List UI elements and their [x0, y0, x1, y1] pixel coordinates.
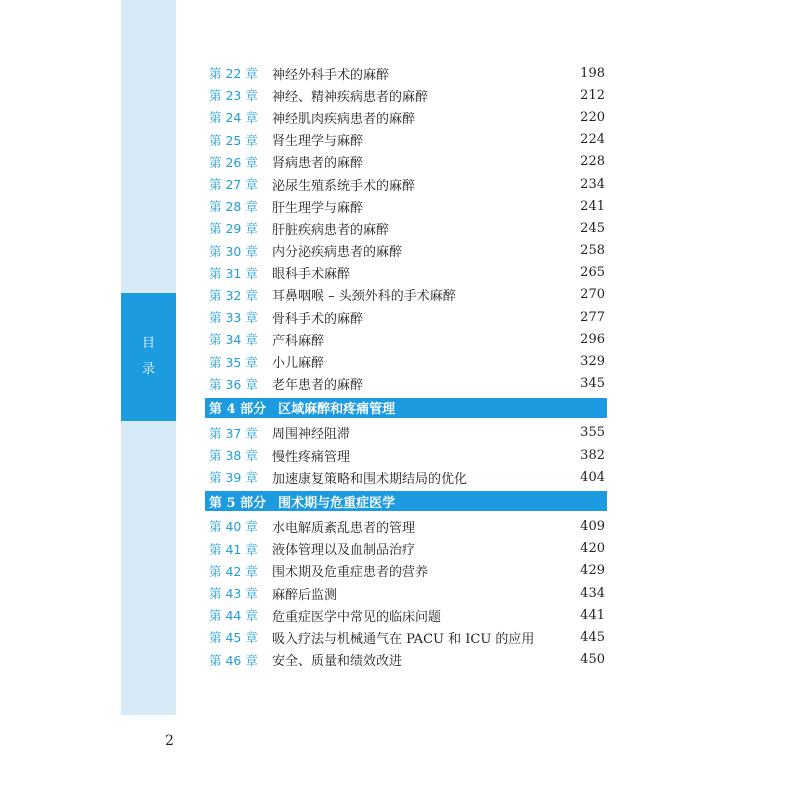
chapter-title: 泌尿生殖系统手术的麻醉: [272, 178, 416, 194]
toc-entry: [205, 306, 607, 328]
chapter-page: 245: [580, 220, 605, 236]
chapter-page: 450: [580, 652, 605, 668]
chapter-title: 肾生理学与麻醉: [272, 134, 364, 150]
toc-entry: [205, 262, 607, 284]
chapter-number: 第 28 章: [209, 199, 258, 215]
toc-entry: [205, 106, 607, 128]
toc-entry: [205, 515, 607, 537]
side-tab-char-2: 录: [141, 362, 155, 377]
toc-entry: [205, 195, 607, 217]
chapter-title: 耳鼻咽喉 – 头颈外科的手术麻醉: [272, 289, 456, 305]
section-title: 区域麻醉和疼痛管理: [278, 402, 396, 418]
chapter-page: 434: [580, 585, 605, 601]
chapter-number: 第 26 章: [209, 154, 258, 170]
toc-entry: [205, 84, 607, 106]
chapter-page: 265: [580, 265, 605, 281]
toc-entry: [205, 284, 607, 306]
chapter-number: 第 27 章: [209, 177, 258, 193]
toc-entry: [205, 151, 607, 173]
chapter-title: 产科麻醉: [272, 333, 325, 349]
chapter-number: 第 23 章: [209, 88, 258, 104]
chapter-title: 小儿麻醉: [272, 356, 325, 372]
chapter-page: 445: [580, 629, 605, 645]
section-label: 第 5 部分: [209, 495, 267, 511]
chapter-page: 429: [580, 563, 605, 579]
chapter-title: 老年患者的麻醉: [272, 378, 364, 394]
toc-entry: [205, 422, 607, 444]
chapter-title: 危重症医学中常见的临床问题: [272, 609, 442, 625]
chapter-title: 安全、质量和绩效改进: [272, 654, 403, 670]
chapter-page: 345: [580, 376, 605, 392]
chapter-title: 内分泌疾病患者的麻醉: [272, 245, 403, 261]
chapter-page: 420: [580, 541, 605, 557]
chapter-title: 麻醉后监测: [272, 587, 338, 603]
chapter-number: 第 29 章: [209, 221, 258, 237]
toc-side-tab: [121, 293, 176, 421]
chapter-number: 第 39 章: [209, 470, 258, 486]
chapter-number: 第 38 章: [209, 448, 258, 464]
toc-entry: [205, 240, 607, 262]
chapter-title: 肾病患者的麻醉: [272, 156, 364, 172]
chapter-title: 液体管理以及血制品治疗: [272, 543, 416, 559]
chapter-number: 第 40 章: [209, 519, 258, 535]
chapter-group-c: [205, 515, 607, 670]
chapter-page: 409: [580, 518, 605, 534]
section-title: 围术期与危重症医学: [278, 495, 396, 511]
table-of-contents: [205, 62, 607, 671]
toc-entry: [205, 350, 607, 372]
toc-entry: [205, 626, 607, 648]
chapter-number: 第 33 章: [209, 310, 258, 326]
toc-entry: [205, 560, 607, 582]
toc-entry: [205, 62, 607, 84]
chapter-page: 234: [580, 176, 605, 192]
chapter-number: 第 32 章: [209, 287, 258, 303]
toc-entry: [205, 466, 607, 488]
chapter-number: 第 43 章: [209, 586, 258, 602]
chapter-title: 周围神经阻滞: [272, 427, 351, 443]
chapter-group-b: [205, 422, 607, 489]
chapter-page: 441: [580, 607, 605, 623]
chapter-page: 241: [580, 198, 605, 214]
chapter-title: 水电解质紊乱患者的管理: [272, 520, 416, 536]
chapter-title: 神经外科手术的麻醉: [272, 67, 390, 83]
chapter-page: 277: [580, 309, 605, 325]
chapter-page: 296: [580, 331, 605, 347]
chapter-number: 第 37 章: [209, 425, 258, 441]
chapter-page: 382: [580, 447, 605, 463]
chapter-number: 第 44 章: [209, 608, 258, 624]
toc-entry: [205, 173, 607, 195]
chapter-page: 198: [580, 65, 605, 81]
chapter-number: 第 42 章: [209, 563, 258, 579]
chapter-page: 220: [580, 109, 605, 125]
chapter-title: 神经肌肉疾病患者的麻醉: [272, 111, 416, 127]
side-tab-char-1: 目: [141, 336, 155, 351]
chapter-page: 212: [580, 87, 605, 103]
chapter-title: 吸入疗法与机械通气在 PACU 和 ICU 的应用: [272, 631, 535, 647]
chapter-number: 第 30 章: [209, 243, 258, 259]
chapter-page: 258: [580, 243, 605, 259]
toc-entry: [205, 444, 607, 466]
chapter-number: 第 31 章: [209, 265, 258, 281]
chapter-title: 肝脏疾病患者的麻醉: [272, 222, 390, 238]
chapter-number: 第 24 章: [209, 110, 258, 126]
chapter-page: 329: [580, 354, 605, 370]
chapter-number: 第 35 章: [209, 354, 258, 370]
chapter-title: 眼科手术麻醉: [272, 267, 351, 283]
chapter-number: 第 41 章: [209, 541, 258, 557]
chapter-title: 神经、精神疾病患者的麻醉: [272, 89, 429, 105]
toc-entry: [205, 328, 607, 350]
chapter-title: 骨科手术的麻醉: [272, 311, 364, 327]
chapter-page: 224: [580, 132, 605, 148]
toc-entry: [205, 604, 607, 626]
chapter-group-a: [205, 62, 607, 395]
chapter-number: 第 22 章: [209, 66, 258, 82]
toc-entry: [205, 129, 607, 151]
toc-entry: [205, 373, 607, 395]
section-label: 第 4 部分: [209, 402, 267, 418]
chapter-page: 228: [580, 154, 605, 170]
chapter-number: 第 36 章: [209, 376, 258, 392]
chapter-number: 第 34 章: [209, 332, 258, 348]
chapter-title: 慢性疼痛管理: [272, 449, 351, 465]
chapter-page: 270: [580, 287, 605, 303]
chapter-title: 加速康复策略和围术期结局的优化: [272, 471, 468, 487]
section-header-5: [205, 491, 607, 511]
chapter-title: 肝生理学与麻醉: [272, 200, 364, 216]
page-number: 2: [165, 733, 174, 749]
toc-entry: [205, 649, 607, 671]
chapter-page: 404: [580, 469, 605, 485]
chapter-number: 第 25 章: [209, 132, 258, 148]
toc-entry: [205, 582, 607, 604]
chapter-title: 围术期及危重症患者的营养: [272, 565, 429, 581]
toc-entry: [205, 538, 607, 560]
section-header-4: [205, 398, 607, 418]
chapter-page: 355: [580, 425, 605, 441]
chapter-number: 第 45 章: [209, 630, 258, 646]
toc-entry: [205, 217, 607, 239]
chapter-number: 第 46 章: [209, 652, 258, 668]
